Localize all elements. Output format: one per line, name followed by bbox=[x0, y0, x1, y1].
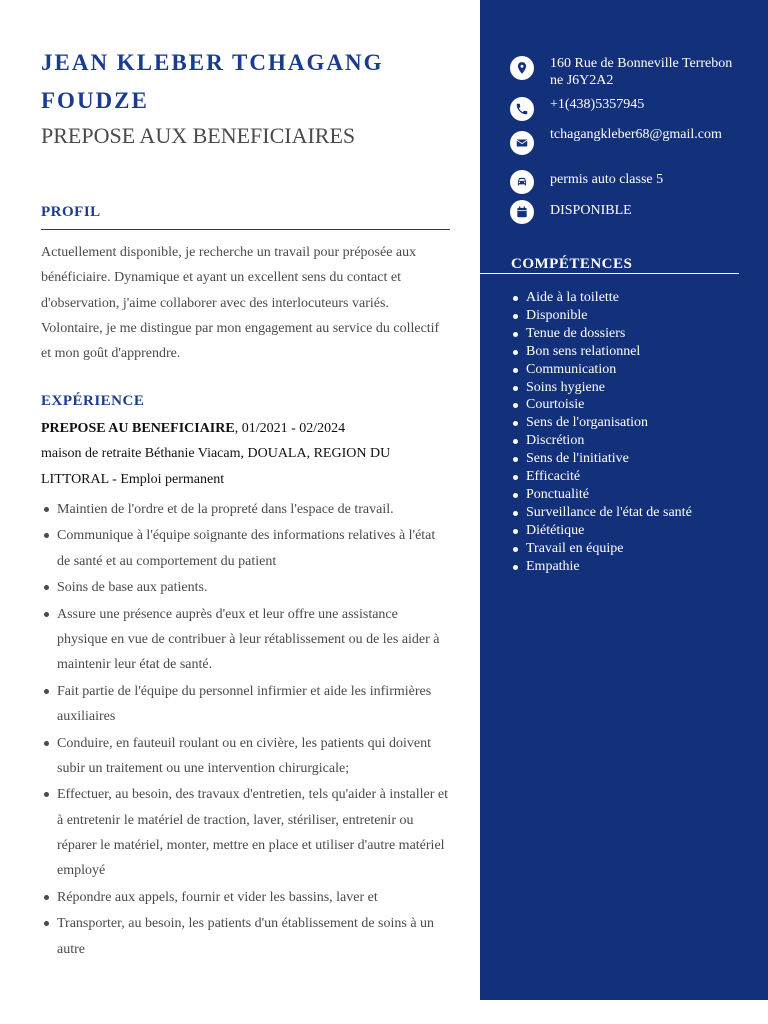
list-item: Conduire, en fauteuil roulant ou en civière, les patients qui doivent subir un traitement ou une intervention chirurgicale; bbox=[41, 731, 451, 782]
profile-text: Actuellement disponible, je recherche un travail pour préposée aux bénéficiaire. Dynamique et ayant un excellent sens du contact et d'observation, j'aime collaborer avec des interlocuteurs variés. Volontaire, je me distingue par mon engagement au service du collectif et mon goût d'apprendre. bbox=[41, 245, 440, 362]
list-item: Disponible bbox=[511, 307, 692, 325]
contact-license bbox=[510, 170, 735, 194]
phone-text: +1(438)5357945 bbox=[550, 97, 645, 112]
list-item: Maintien de l'ordre et de la propreté dans l'espace de travail. bbox=[41, 497, 451, 522]
list-item: Communique à l'équipe soignante des informations relatives à l'état de santé et au comportement du patient bbox=[41, 523, 451, 574]
calendar-icon bbox=[510, 200, 534, 224]
list-item: Assure une présence auprès d'eux et leur offre une assistance physique en vue de contribuer à leur rétablissement ou de les aider à maintenir leur état de santé. bbox=[41, 602, 451, 678]
list-item: Ponctualité bbox=[511, 486, 692, 504]
list-item: Transporter, au besoin, les patients d'un établissement de soins à un autre bbox=[41, 911, 451, 962]
list-item: Communication bbox=[511, 361, 692, 379]
job-entry bbox=[41, 416, 451, 492]
list-item: Travail en équipe bbox=[511, 540, 692, 558]
job-position: PREPOSE AU BENEFICIAIRE bbox=[41, 421, 235, 436]
contact-address bbox=[510, 56, 735, 89]
contact-email bbox=[510, 127, 735, 155]
list-item: Bon sens relationnel bbox=[511, 343, 692, 361]
list-item: Aide à la toilette bbox=[511, 289, 692, 307]
skills-list bbox=[511, 289, 692, 576]
location-pin-icon bbox=[510, 56, 534, 80]
email-text[interactable]: tchagangkleber68@gmail.com bbox=[550, 127, 722, 142]
contact-phone bbox=[510, 97, 735, 121]
list-item: Surveillance de l'état de santé bbox=[511, 504, 692, 522]
duties-list bbox=[41, 497, 451, 963]
job-employer: maison de retraite Béthanie Viacam, DOUALA, REGION DU LITTORAL - Emploi permanent bbox=[41, 446, 391, 487]
list-item: Efficacité bbox=[511, 468, 692, 486]
sidebar bbox=[480, 0, 768, 1000]
profile-heading: PROFIL bbox=[41, 204, 101, 220]
list-item: Sens de l'initiative bbox=[511, 450, 692, 468]
availability-text: DISPONIBLE bbox=[550, 203, 632, 218]
list-item: Soins hygiene bbox=[511, 379, 692, 397]
list-item: Discrétion bbox=[511, 432, 692, 450]
list-item: Diététique bbox=[511, 522, 692, 540]
list-item: Courtoisie bbox=[511, 396, 692, 414]
car-icon bbox=[510, 170, 534, 194]
address-text: 160 Rue de Bonneville Terrebonne J6Y2A2 bbox=[550, 56, 733, 88]
list-item: Empathie bbox=[511, 558, 692, 576]
list-item: Répondre aux appels, fournir et vider les bassins, laver et bbox=[41, 885, 451, 910]
list-item: Fait partie de l'équipe du personnel infirmier et aide les infirmières auxiliaires bbox=[41, 679, 451, 730]
contact-availability bbox=[510, 200, 735, 224]
job-dates: , 01/2021 - 02/2024 bbox=[234, 421, 346, 436]
list-item: Tenue de dossiers bbox=[511, 325, 692, 343]
skills-divider bbox=[480, 273, 739, 274]
job-title-heading: PREPOSE AUX BENEFICIAIRES bbox=[41, 123, 356, 148]
skills-heading: COMPÉTENCES bbox=[511, 256, 633, 272]
envelope-icon bbox=[510, 131, 534, 155]
list-item: Soins de base aux patients. bbox=[41, 575, 451, 600]
profile-divider bbox=[41, 229, 450, 230]
list-item: Sens de l'organisation bbox=[511, 414, 692, 432]
candidate-name: JEAN KLEBER TCHAGANG FOUDZE bbox=[41, 50, 384, 113]
license-text: permis auto classe 5 bbox=[550, 172, 664, 187]
list-item: Effectuer, au besoin, des travaux d'entretien, tels qu'aider à installer et à entretenir le matériel de traction, laver, stériliser, entretenir ou réparer le matériel, monter, mettre en place et utiliser d'autre matériel employé bbox=[41, 782, 451, 883]
phone-icon bbox=[510, 97, 534, 121]
experience-heading: EXPÉRIENCE bbox=[41, 393, 145, 409]
